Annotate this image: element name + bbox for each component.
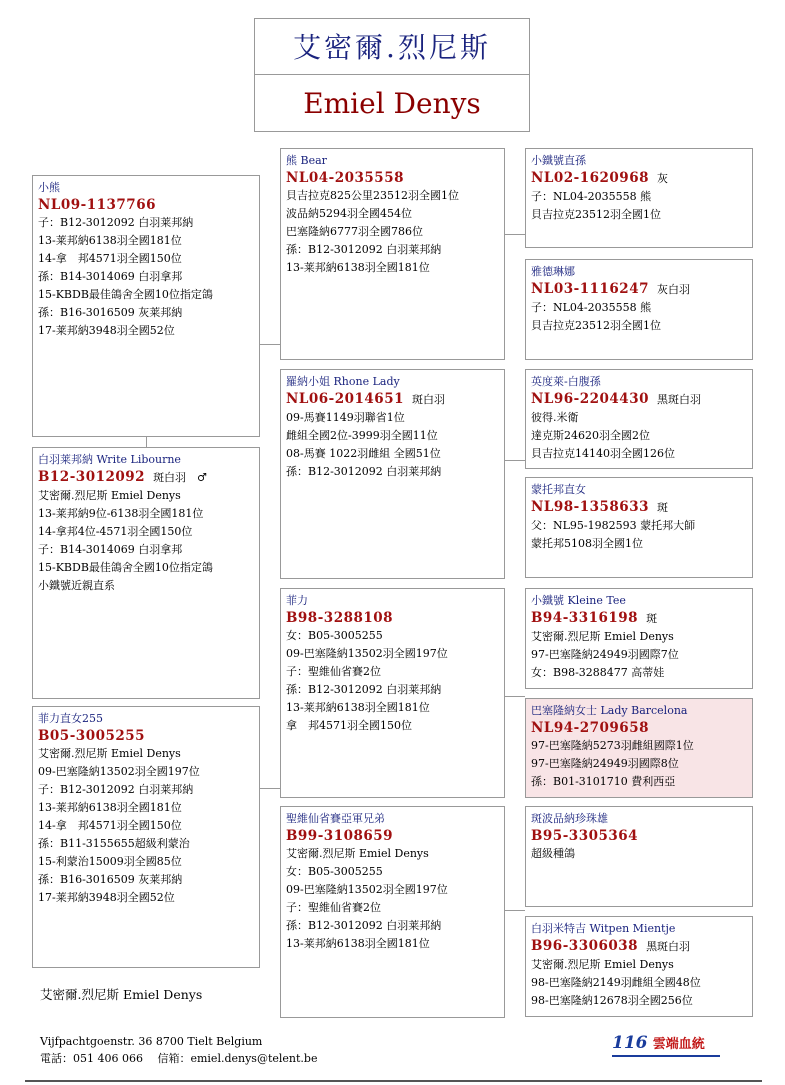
ring-number bbox=[286, 390, 499, 409]
card-line: 波品納5294羽全國454位 bbox=[286, 207, 412, 220]
ring-number bbox=[531, 390, 747, 409]
ring-text: NL09-1137766 bbox=[38, 197, 156, 213]
card-title: 菲力 bbox=[286, 594, 308, 607]
ring-number bbox=[286, 609, 499, 627]
ring-text: B95-3305364 bbox=[531, 828, 639, 844]
owner-name: 艾密爾.烈尼斯 Emiel Denys bbox=[40, 987, 203, 1002]
ring-text: NL03-1116247 bbox=[531, 281, 649, 297]
card-line: 15-KBDB最佳鴿舍全國10位指定鴿 bbox=[38, 288, 213, 301]
card-title: 小鐵號 Kleine Tee bbox=[531, 594, 626, 607]
card-line: 97-巴塞隆納24949羽國際8位 bbox=[531, 757, 679, 770]
card-line: 孫：B16-3016509 灰莱邦納 bbox=[38, 873, 183, 886]
card-line: 17-莱邦納3948羽全國52位 bbox=[38, 324, 175, 337]
card-line: 15-KBDB最佳鴿舍全國10位指定鴿 bbox=[38, 561, 213, 574]
card-line: 孫：B01-3101710 費利西亞 bbox=[531, 775, 676, 788]
pedigree-card-gen3 bbox=[525, 806, 753, 907]
bottom-divider bbox=[25, 1080, 762, 1082]
card-line: 98-巴塞隆納12678羽全國256位 bbox=[531, 994, 693, 1007]
connector bbox=[504, 910, 525, 911]
card-line: 孫：B11-3155655超級利蒙治 bbox=[38, 837, 190, 850]
pedigree-card-top bbox=[32, 175, 260, 437]
card-line: 09-巴塞隆納13502羽全國197位 bbox=[38, 765, 200, 778]
card-line: 子：NL04-2035558 熊 bbox=[531, 301, 652, 314]
ring-text: NL02-1620968 bbox=[531, 170, 649, 186]
pedigree-card-gen3 bbox=[525, 148, 753, 248]
card-title: 羅納小姐 Rhone Lady bbox=[286, 375, 400, 388]
ring-text: NL94-2709658 bbox=[531, 720, 649, 736]
card-line: 14-拿邦4位-4571羽全國150位 bbox=[38, 525, 193, 538]
pedigree-card-gen3-highlight bbox=[525, 698, 753, 798]
card-line: 15-利蒙治15009羽全國85位 bbox=[38, 855, 182, 868]
card-line: 貝吉拉克23512羽全國1位 bbox=[531, 319, 661, 332]
ring-number bbox=[531, 609, 747, 628]
logo-number: 116 bbox=[612, 1033, 648, 1053]
card-line: 拿 邦4571羽全國150位 bbox=[286, 719, 412, 732]
color-label: 斑白羽 bbox=[411, 393, 445, 406]
card-line: 艾密爾.烈尼斯 Emiel Denys bbox=[531, 630, 674, 643]
pedigree-card-gen3 bbox=[525, 916, 753, 1017]
pedigree-card-dam-2 bbox=[280, 806, 505, 1018]
header-name-cn: 艾密爾.烈尼斯 bbox=[254, 18, 530, 75]
card-line: 女：B05-3005255 bbox=[286, 865, 383, 878]
card-line: 彼得.米衛 bbox=[531, 411, 579, 424]
ring-number bbox=[531, 280, 747, 299]
connector bbox=[504, 696, 525, 697]
pedigree-card-dam bbox=[280, 369, 505, 579]
ring-number bbox=[531, 498, 747, 517]
card-line: 13-莱邦納6138羽全國181位 bbox=[286, 261, 430, 274]
card-line: 父：NL95-1982593 蒙托邦大師 bbox=[531, 519, 696, 532]
pedigree-card-bottom bbox=[32, 706, 260, 968]
card-line: 子：NL04-2035558 熊 bbox=[531, 190, 652, 203]
connector bbox=[504, 460, 525, 461]
pedigree-card-gen3 bbox=[525, 588, 753, 689]
address: Vijfpachtgoenstr. 36 8700 Tielt Belgium bbox=[40, 1035, 263, 1048]
card-line: 08-馬賽 1022羽雌組 全國51位 bbox=[286, 447, 441, 460]
connector bbox=[260, 344, 280, 345]
card-title: 雅德琳娜 bbox=[531, 265, 575, 278]
card-title: 斑波品納珍珠雄 bbox=[531, 812, 608, 825]
ring-text: B99-3108659 bbox=[286, 828, 394, 844]
ring-number bbox=[531, 169, 747, 188]
card-line: 13-莱邦納6138羽全國181位 bbox=[38, 801, 182, 814]
card-title: 小鐵號直孫 bbox=[531, 154, 586, 167]
card-line: 孫：B16-3016509 灰莱邦納 bbox=[38, 306, 183, 319]
ring-text: B94-3316198 bbox=[531, 610, 639, 626]
ring-number bbox=[38, 196, 254, 214]
card-line: 小鐵號近親直系 bbox=[38, 579, 115, 592]
card-title: 英度萊-白腹孫 bbox=[531, 375, 601, 388]
pedigree-card-gen3 bbox=[525, 259, 753, 360]
card-line: 98-巴塞隆納2149羽雌組全國48位 bbox=[531, 976, 701, 989]
color-label: 斑白羽 ♂ bbox=[153, 471, 207, 484]
pedigree-card-sire-2 bbox=[280, 588, 505, 798]
ring-text: B96-3306038 bbox=[531, 938, 639, 954]
card-title: 聖維仙省賽亞軍兄弟 bbox=[286, 812, 385, 825]
ring-number bbox=[531, 719, 747, 737]
card-line: 艾密爾.烈尼斯 Emiel Denys bbox=[38, 489, 181, 502]
ring-number bbox=[531, 937, 747, 956]
color-label: 黑斑白羽 bbox=[646, 940, 691, 953]
card-title: 小熊 bbox=[38, 181, 60, 194]
card-line: 孫：B12-3012092 白羽莱邦納 bbox=[286, 683, 442, 696]
card-line: 13-莱邦納6138羽全國181位 bbox=[286, 937, 430, 950]
ring-number bbox=[38, 727, 254, 745]
color-label: 黑斑白羽 bbox=[656, 393, 701, 406]
ring-text: NL98-1358633 bbox=[531, 499, 649, 515]
connector bbox=[260, 788, 280, 789]
connector bbox=[504, 234, 525, 235]
ring-number bbox=[286, 827, 499, 845]
ring-text: NL04-2035558 bbox=[286, 170, 404, 186]
ring-text: B98-3288108 bbox=[286, 610, 394, 626]
card-line: 達克斯24620羽全國2位 bbox=[531, 429, 650, 442]
card-title: 菲力直女255 bbox=[38, 712, 103, 725]
color-label: 灰白羽 bbox=[656, 283, 690, 296]
ring-text: B12-3012092 bbox=[38, 469, 146, 485]
card-line: 貝吉拉克14140羽全國126位 bbox=[531, 447, 675, 460]
card-line: 子：B12-3012092 白羽莱邦納 bbox=[38, 216, 194, 229]
color-label: 斑 bbox=[646, 612, 658, 625]
card-line: 14-拿 邦4571羽全國150位 bbox=[38, 819, 182, 832]
logo-text: 雲端血統 bbox=[652, 1037, 705, 1052]
pedigree-card-sire bbox=[280, 148, 505, 360]
card-line: 孫：B12-3012092 白羽莱邦納 bbox=[286, 465, 442, 478]
card-line: 97-巴塞隆納24949羽國際7位 bbox=[531, 648, 679, 661]
card-title: 巴塞隆納女士 Lady Barcelona bbox=[531, 704, 688, 717]
card-line: 子：B12-3012092 白羽莱邦納 bbox=[38, 783, 194, 796]
ring-number bbox=[531, 827, 747, 845]
card-line: 女：B05-3005255 bbox=[286, 629, 383, 642]
card-line: 雌組全國2位-3999羽全國11位 bbox=[286, 429, 438, 442]
pedigree-card-gen3 bbox=[525, 477, 753, 578]
card-line: 艾密爾.烈尼斯 Emiel Denys bbox=[531, 958, 674, 971]
logo-underline bbox=[612, 1055, 720, 1057]
contact-block bbox=[40, 1033, 317, 1067]
ring-number bbox=[286, 169, 499, 187]
card-line: 子：聖維仙省賽2位 bbox=[286, 665, 381, 678]
ring-number bbox=[38, 468, 254, 487]
card-line: 13-莱邦納6138羽全國181位 bbox=[286, 701, 430, 714]
card-line: 09-巴塞隆納13502羽全國197位 bbox=[286, 883, 448, 896]
site-logo[interactable] bbox=[612, 1033, 705, 1053]
contact-info: 電話：051 406 066 信箱：emiel.denys@telent.be bbox=[40, 1052, 318, 1065]
card-line: 13-莱邦納6138羽全國181位 bbox=[38, 234, 182, 247]
card-line: 貝吉拉克825公里23512羽全國1位 bbox=[286, 189, 459, 202]
ring-text: NL06-2014651 bbox=[286, 391, 404, 407]
card-line: 子：聖維仙省賽2位 bbox=[286, 901, 381, 914]
card-line: 孫：B12-3012092 白羽莱邦納 bbox=[286, 243, 442, 256]
color-label: 灰 bbox=[656, 172, 668, 185]
ring-text: NL96-2204430 bbox=[531, 391, 649, 407]
card-title: 蒙托邦直女 bbox=[531, 483, 586, 496]
card-line: 14-拿 邦4571羽全國150位 bbox=[38, 252, 182, 265]
card-line: 孫：B14-3014069 白羽拿邦 bbox=[38, 270, 183, 283]
card-line: 09-巴塞隆納13502羽全國197位 bbox=[286, 647, 448, 660]
card-title: 白羽莱邦納 Write Libourne bbox=[38, 453, 181, 466]
header-name-en: Emiel Denys bbox=[254, 75, 530, 132]
card-line: 孫：B12-3012092 白羽莱邦納 bbox=[286, 919, 442, 932]
card-line: 蒙托邦5108羽全國1位 bbox=[531, 537, 643, 550]
pedigree-card-gen3 bbox=[525, 369, 753, 469]
card-line: 13-莱邦納9位-6138羽全國181位 bbox=[38, 507, 204, 520]
card-line: 超級種鴿 bbox=[531, 847, 575, 860]
card-line: 子：B14-3014069 白羽拿邦 bbox=[38, 543, 183, 556]
ring-text: B05-3005255 bbox=[38, 728, 146, 744]
card-title: 白羽米特吉 Witpen Mientje bbox=[531, 922, 676, 935]
connector bbox=[146, 437, 147, 447]
card-line: 艾密爾.烈尼斯 Emiel Denys bbox=[38, 747, 181, 760]
card-line: 97-巴塞隆納5273羽雌組國際1位 bbox=[531, 739, 694, 752]
card-line: 艾密爾.烈尼斯 Emiel Denys bbox=[286, 847, 429, 860]
card-title: 熊 Bear bbox=[286, 154, 327, 167]
card-line: 巴塞隆納6777羽全國786位 bbox=[286, 225, 423, 238]
card-line: 貝吉拉克23512羽全國1位 bbox=[531, 208, 661, 221]
card-line: 女：B98-3288477 高蒂娃 bbox=[531, 666, 665, 679]
card-line: 09-馬賽1149羽聯省1位 bbox=[286, 411, 405, 424]
card-line: 17-莱邦納3948羽全國52位 bbox=[38, 891, 175, 904]
color-label: 斑 bbox=[656, 501, 668, 514]
pedigree-card-main bbox=[32, 447, 260, 699]
